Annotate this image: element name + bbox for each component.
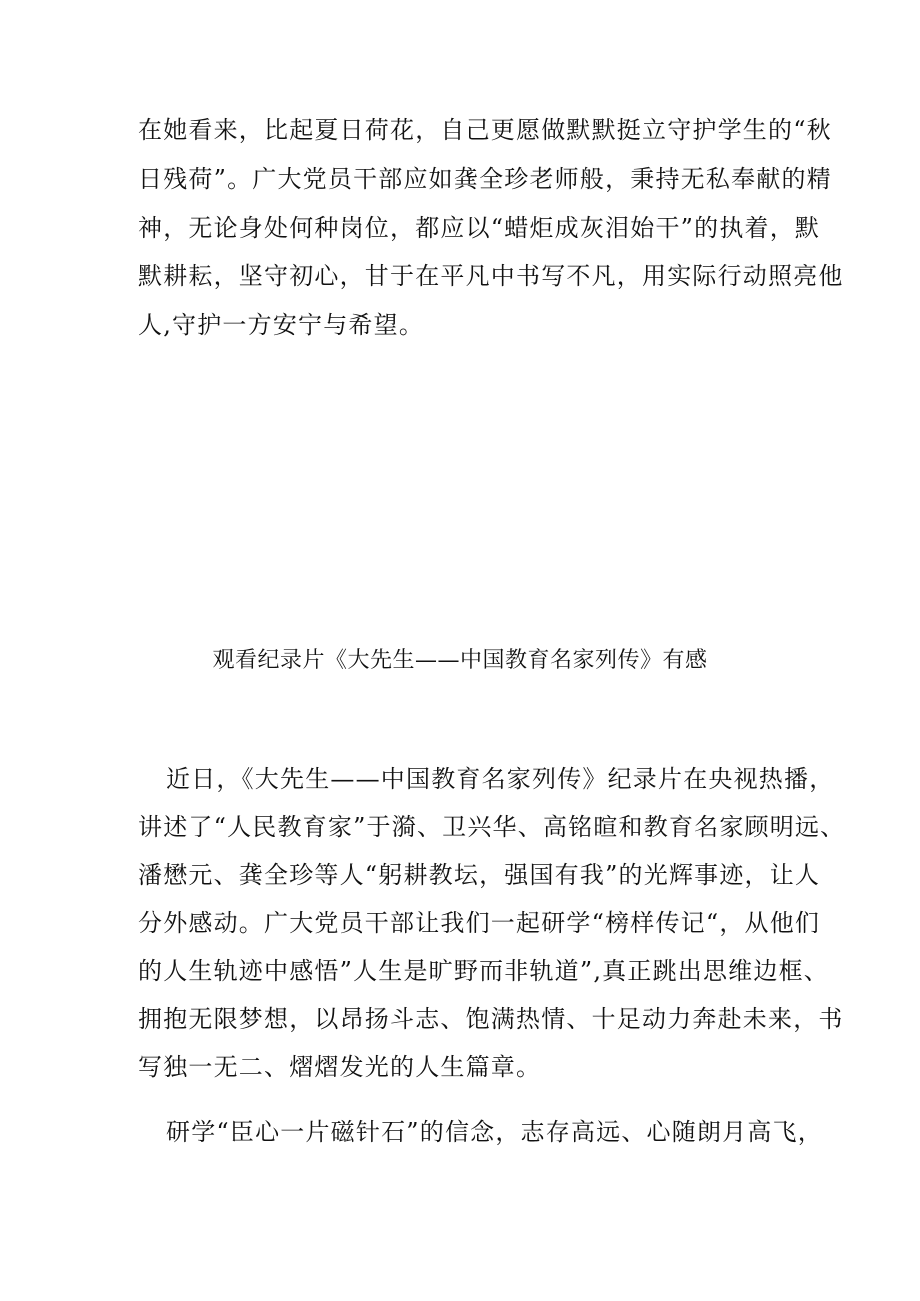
article-title: 观看纪录片《大先生——中国教育名家列传》有感 [212,648,708,673]
paragraph-line: 的人生轨迹中感悟”人生是旷野而非轨道”,真正跳出思维边框、 [138,957,829,985]
paragraph-line: 在她看来，比起夏日荷花，自己更愿做默默挺立守护学生的“秋 [138,116,832,144]
paragraph-line: 日残荷”。广大党员干部应如龚全珍老师般，秉持无私奉献的精 [138,165,832,193]
paragraph-line: 研学“臣心一片磁针石”的信念，志存高远、心随朗月高飞， [166,1118,823,1146]
paragraph-line: 拥抱无限梦想，以昂扬斗志、饱满热情、十足动力奔赴未来，书 [138,1005,844,1033]
paragraph-line: 讲述了“人民教育家”于漪、卫兴华、高铭暄和教育名家顾明远、 [138,813,846,841]
paragraph-line: 写独一无二、熠熠发光的人生篇章。 [138,1053,542,1081]
paragraph-line: 默耕耘，坚守初心，甘于在平凡中书写不凡，用实际行动照亮他 [138,262,844,290]
paragraph-line: 潘懋元、龚全珍等人“躬耕教坛，强国有我”的光辉事迹，让人 [138,861,821,889]
paragraph-line: 近日，《大先生——中国教育名家列传》纪录片在央视热播， [166,765,835,793]
paragraph-line: 神，无论身处何种岗位，都应以“蜡炬成灰泪始干”的执着，默 [138,214,821,242]
paragraph-line: 人,守护一方安宁与希望。 [138,311,425,339]
paragraph-line: 分外感动。广大党员干部让我们一起研学“榜样传记“，从他们 [138,909,821,937]
